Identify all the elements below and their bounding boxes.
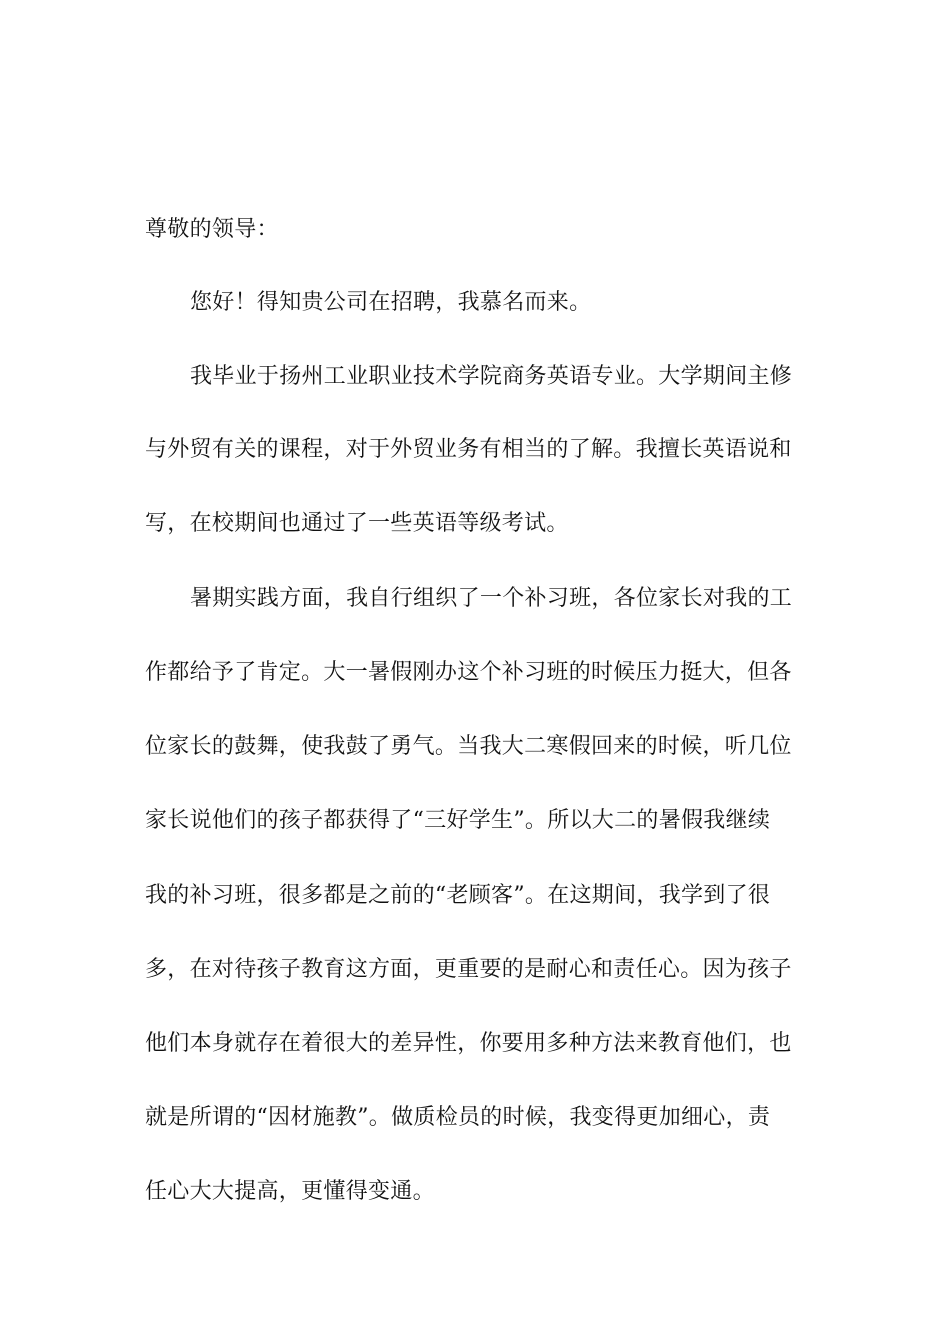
body-line: 就是所谓的“因材施教”。做质检员的时候，我变得更加细心，责: [145, 1105, 771, 1130]
body-line: 多，在对待孩子教育这方面，更重要的是耐心和责任心。因为孩子: [145, 957, 792, 982]
body-line: 位家长的鼓舞，使我鼓了勇气。当我大二寒假回来的时候，听几位: [145, 734, 792, 759]
body-line: 我毕业于扬州工业职业技术学院商务英语专业。大学期间主修: [190, 364, 793, 389]
body-line: 任心大大提高，更懂得变通。: [145, 1179, 435, 1204]
body-line: 写，在校期间也通过了一些英语等级考试。: [145, 511, 569, 536]
body-line: 作都给予了肯定。大一暑假刚办这个补习班的时候压力挺大，但各: [145, 660, 792, 685]
body-line: 暑期实践方面，我自行组织了一个补习班，各位家长对我的工: [190, 586, 793, 611]
body-line: 与外贸有关的课程，对于外贸业务有相当的了解。我擅长英语说和: [145, 437, 792, 462]
greeting-line: 您好！得知贵公司在招聘，我慕名而来。: [190, 290, 592, 315]
body-line: 他们本身就存在着很大的差异性，你要用多种方法来教育他们，也: [145, 1031, 792, 1056]
body-line: 家长说他们的孩子都获得了“三好学生”。所以大二的暑假我继续: [145, 808, 771, 833]
body-line: 我的补习班，很多都是之前的“老顾客”。在这期间，我学到了很: [145, 883, 771, 908]
salutation: 尊敬的领导：: [145, 217, 279, 242]
